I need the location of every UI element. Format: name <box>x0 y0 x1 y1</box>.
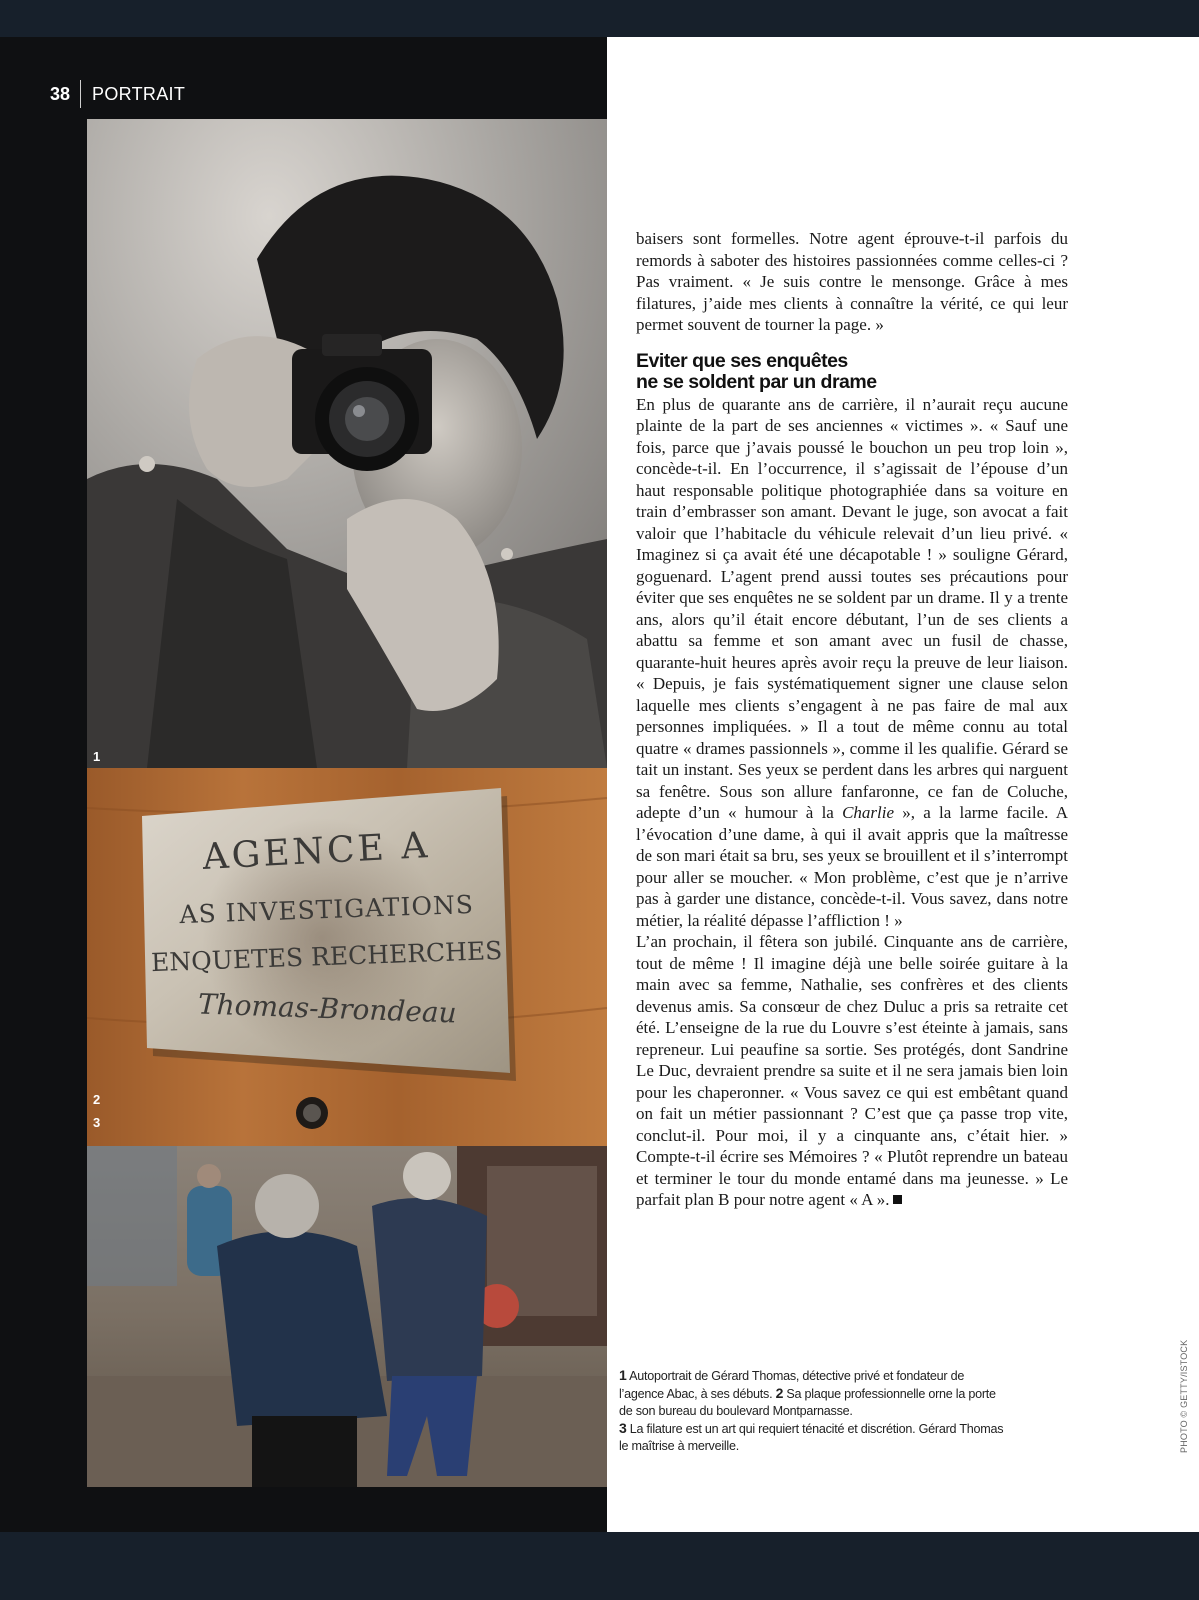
plaque-line-1: AGENCE A <box>201 825 432 878</box>
article-paragraph-1: baisers sont formelles. Notre agent éprouve-t-il parfois du remords à saboter des histoires passionnées comme celles-ci ? Pas vraiment. « Je suis contre le mensonge. Grâce à mes filatures, j’aide mes clients à connaître la vérité, ce qui leur permet souvent de tourner la page. » <box>636 229 1068 334</box>
paragraph-3-text: L’an prochain, il fêtera son jubilé. Cinquante ans de carrière, tout de même ! Il imagine déjà une belle soirée guitare à la main avec sa femme, Nathalie, ses confrères et des clients devenus amis. Sa consœur de chez Duluc a pris sa retraite cet été. L’enseigne de la rue du Louvre s’est éteinte à jamais, sans repreneur. Lui peaufine sa sortie. Ses protégés, dont Sandrine Le Duc, devraient prendre sa suite et il ne sera jamais bien loin pour les chaperonner. « Vous savez ce qui est embêtant quand on fait un métier passionnant ? C’est que ça passe trop vite, conclut-il. Pour moi, il y a cinquante ans, c’était hier. » Compte-t-il écrire ses Mémoires ? « Plutôt reprendre un bateau et terminer le tour du monde entamé dans ma jeunesse. » Le parfait plan B pour notre agent « A ». <box>636 932 1068 1209</box>
caption-text-3: La filature est un art qui requiert ténacité et discrétion. Gérard Thomas le maîtrise à merveille. <box>619 1422 1004 1453</box>
photo-self-portrait <box>87 119 607 768</box>
plaque-line-3: ENQUETES RECHERCHES <box>150 935 503 978</box>
photo-caption <box>619 1367 1009 1455</box>
paragraph-2-part-b: », a la larme facile. A l’évocation d’une dame, à qui il avait appris que la maîtresse de son mari était sa bru, ses yeux se brouillent et il s’interrompt pour aller se moucher. « Mon problème, c’est que je n’arrive pas à garder une distance, concède-t-il. Vous savez, dans notre métier, la réalité dépasse l’affliction ! » <box>636 803 1068 930</box>
magazine-spread <box>0 37 1199 1532</box>
street-scene-image <box>87 1146 607 1487</box>
paragraph-2-part-a: En plus de quarante ans de carrière, il n’aurait reçu aucune plainte de la part de ses anciennes « victimes ». « Sauf une fois, parce que j’avais poussé le bouchon un peu trop loin », concède-t-il. En l’occurrence, il s’agissait de l’épouse d’un haut responsable politique photographiée dans sa voiture en train d’embrasser son amant. Devant le juge, son avocat a fait valoir que l’habitacle du véhicule relevait d’un lieu privé. « Imaginez si ça avait été une décapotable ! » souligne Gérard, goguenard. L’agent prend aussi toutes ses précautions pour éviter que ses enquêtes ne se soldent par un drame. Il y a trente ans, alors qu’il était encore débutant, l’un de ses clients a abattu sa femme et son amant avec un fusil de chasse, quarante-huit heures après avoir reçu la preuve de leur liaison. « Depuis, je fais systématiquement signer une clause selon laquelle mes clients s’engagent à ne pas faire de mal aux personnes impliquées. » Il a tout de même connu au total quatre « drames passionnels », comme il les qualifie. Gérard se tait un instant. Ses yeux se perdent dans les arbres qui narguent sa fenêtre. Sous son allure fanfaronne, ce fan de Coluche, adepte d’un « humour à la <box>636 394 1068 822</box>
plaque-line-4: Thomas-Brondeau <box>197 987 458 1030</box>
left-page <box>0 37 607 1532</box>
photo-credit: PHOTO © GETTY/ISTOCK <box>1179 1339 1189 1453</box>
caption-number-2: 2 <box>775 1385 784 1401</box>
folio-divider <box>80 80 81 108</box>
photo-street-tailing <box>87 1146 607 1487</box>
article-paragraph-2 <box>636 394 1068 932</box>
section-label: PORTRAIT <box>92 83 186 104</box>
page-number: 38 <box>50 83 71 104</box>
article-subheading <box>636 351 1068 393</box>
photo-number-1: 1 <box>93 749 101 764</box>
self-portrait-image <box>87 119 607 768</box>
plaque-image <box>87 768 607 1146</box>
folio <box>50 79 185 109</box>
caption-text-1: Autoportrait de Gérard Thomas, détective privé et fondateur de l’agence Abac, à ses débuts. <box>619 1369 965 1401</box>
article-paragraph-3 <box>636 931 1068 1211</box>
end-mark <box>893 1195 902 1204</box>
subheading-line-1: Eviter que ses enquêtes <box>636 349 848 372</box>
caption-text-2: Sa plaque professionnelle orne la porte de son bureau du boulevard Montparnasse. <box>619 1387 996 1418</box>
caption-number-3: 3 <box>619 1420 627 1436</box>
photo-number-3: 3 <box>93 1115 101 1130</box>
right-page <box>607 37 1199 1532</box>
caption-number-1: 1 <box>619 1367 627 1383</box>
subheading-line-2: ne se soldent par un drame <box>636 370 877 393</box>
photo-number-2: 2 <box>93 1092 101 1107</box>
plaque-line-2: AS INVESTIGATIONS <box>178 889 475 930</box>
paragraph-2-italic: Charlie <box>842 803 895 822</box>
photo-plaque <box>87 768 607 1146</box>
article-body <box>636 228 1068 1211</box>
